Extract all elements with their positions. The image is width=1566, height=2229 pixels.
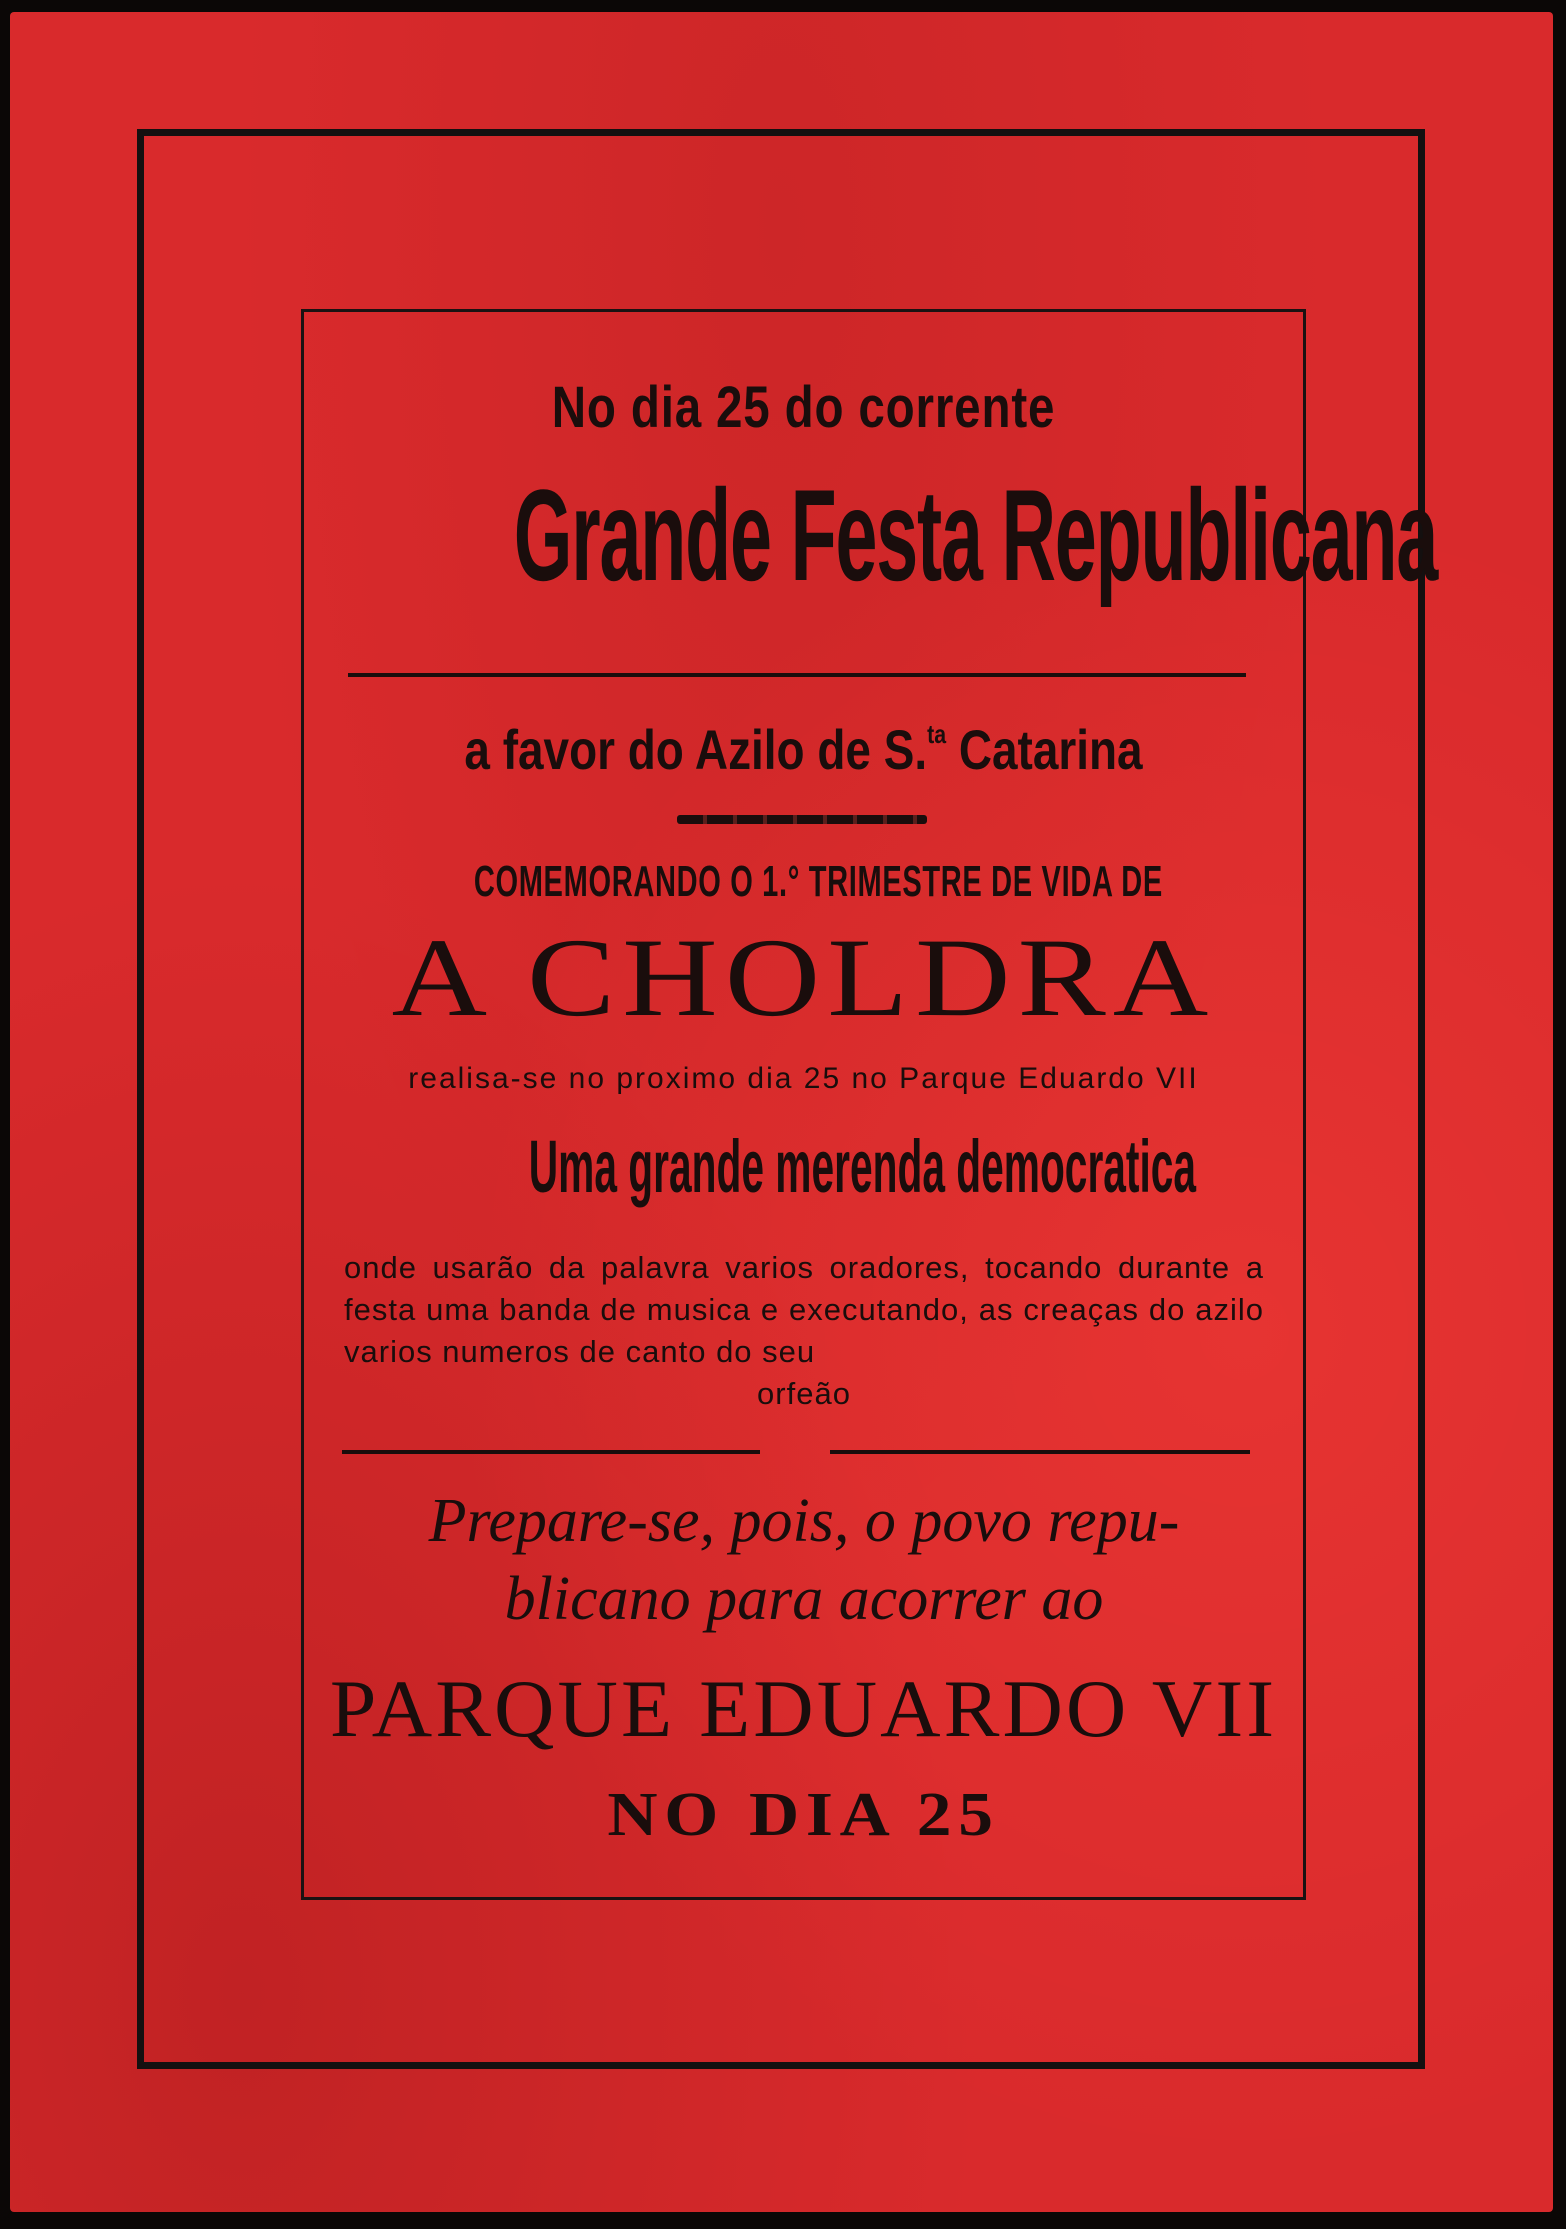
park-name: PARQUE EDUARDO VII	[329, 1663, 1278, 1754]
date-announcement: No dia 25 do corrente	[551, 375, 1056, 440]
event-title: Uma grande merenda democratica	[528, 1125, 1197, 1208]
event-date: NO DIA 25	[607, 1781, 1000, 1849]
beneficiary-line	[394, 717, 1213, 782]
headline: Grande Festa Republicana	[513, 462, 1438, 608]
publication-name: A CHOLDRA	[391, 916, 1216, 1040]
call-line-2: blicano para acorrer ao	[504, 1565, 1104, 1633]
description-last: orfeão	[757, 1376, 851, 1411]
poster-sheet	[10, 12, 1553, 2212]
event-description	[344, 1247, 1264, 1415]
divider-right	[830, 1450, 1250, 1454]
divider-left	[342, 1450, 760, 1454]
call-to-action	[344, 1482, 1264, 1638]
beneficiary-prefix: a favor do Azilo de S.	[464, 718, 928, 781]
commemoration-line: COMEMORANDO O 1.° TRIMESTRE DE VIDA DE	[473, 857, 1163, 906]
call-line-1: Prepare-se, pois, o povo repu-	[428, 1487, 1180, 1555]
beneficiary-superscript: ta	[927, 719, 947, 749]
venue-line: realisa-se no proximo dia 25 no Parque Eduardo VII	[408, 1062, 1199, 1095]
ornament-divider	[677, 815, 927, 824]
headline-rule	[348, 673, 1246, 677]
description-main: onde usarão da palavra varios oradores, tocando durante a festa uma banda de musica e executando, as creaças do azilo varios numeros de canto do seu	[344, 1250, 1264, 1369]
beneficiary-suffix: Catarina	[946, 718, 1143, 781]
inner-frame	[301, 309, 1438, 1900]
